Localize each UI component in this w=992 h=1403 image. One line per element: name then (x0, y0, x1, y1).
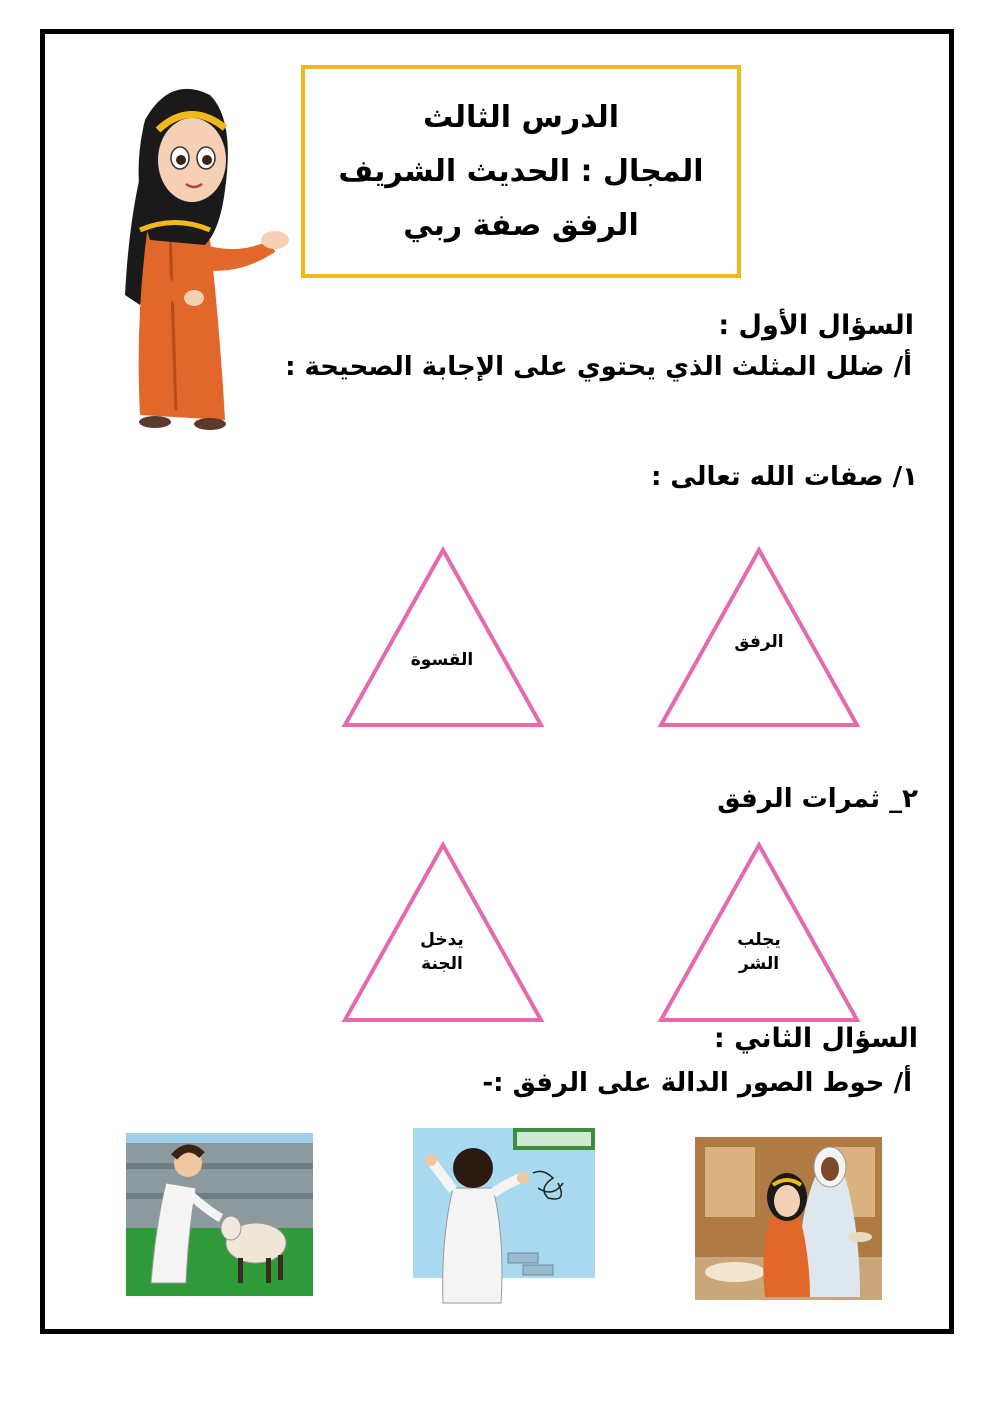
question1-title: السؤال الأول : (718, 310, 914, 341)
option-line1: يدخل (420, 930, 464, 950)
picture-girl-with-mother[interactable] (695, 1137, 882, 1300)
question2-instruction: أ/ حوط الصور الدالة على الرفق :- (482, 1068, 912, 1098)
option-line2: الشر (738, 954, 780, 974)
girl-illustration (110, 80, 290, 440)
question1-instruction: أ/ ضلل المثلث الذي يحتوي على الإجابة الصحيحة : (285, 352, 912, 382)
question2-title: السؤال الثاني : (713, 1023, 918, 1054)
lesson-number: الدرس الثالث (422, 99, 620, 135)
option-label-rifq: الرفق (734, 632, 784, 652)
triangle-option-qaswa[interactable] (340, 545, 546, 730)
option-line2: الجنة (421, 954, 463, 974)
option-label-yudkhil-aljanna (392, 928, 492, 976)
lesson-title-box (301, 65, 741, 278)
option-line1: يجلب (737, 930, 781, 950)
option-label-qaswa: القسوة (410, 650, 474, 670)
lesson-domain: المجال : الحديث الشريف (338, 153, 704, 189)
picture-boy-writing-on-wall[interactable] (413, 1128, 595, 1308)
item1-prompt: ١/ صفات الله تعالى : (650, 462, 918, 492)
picture-boy-feeding-sheep[interactable] (126, 1133, 313, 1296)
item2-prompt: ٢_ ثمرات الرفق (717, 784, 918, 814)
lesson-subject: الرفق صفة ربي (403, 207, 639, 243)
option-label-yajlib-alshar (709, 928, 809, 976)
